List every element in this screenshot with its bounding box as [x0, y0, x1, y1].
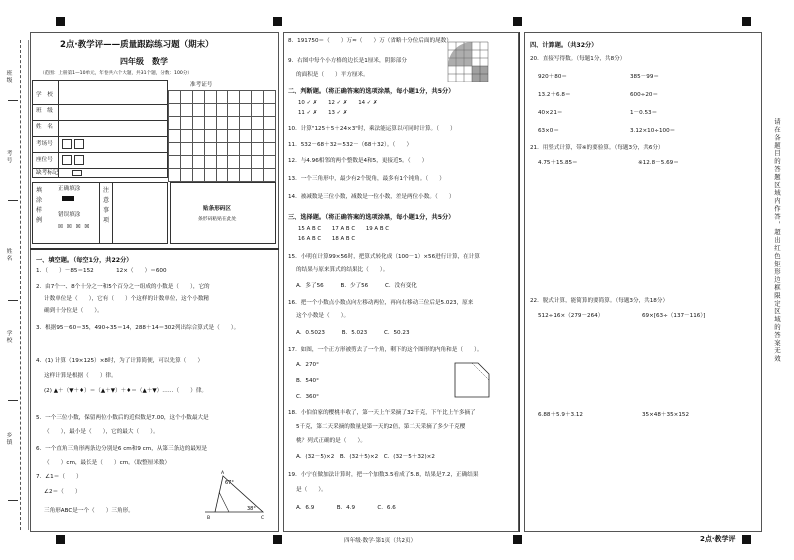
exam-number-cell[interactable]	[180, 117, 192, 130]
question-21: 21．用竖式计算，带※的要验算。（每题3分，共6分）	[530, 145, 664, 151]
registration-mark	[273, 17, 282, 26]
exam-number-cell[interactable]	[204, 130, 216, 143]
exam-number-cell[interactable]	[240, 143, 252, 156]
question-17-option-a: A．270°	[296, 362, 319, 368]
exam-number-cell[interactable]	[264, 143, 276, 156]
side-label-town: 乡镇	[5, 432, 11, 446]
question-5-line2: （ ），最小是（ ），它的最大（ ）。	[44, 429, 159, 435]
row-line	[32, 104, 168, 105]
name-label: 姓 名	[36, 124, 53, 130]
column-divider	[519, 32, 520, 532]
exam-number-cell[interactable]	[192, 156, 204, 169]
exam-room-label: 考场号	[36, 141, 53, 147]
barcode-subtitle: 条形码粘贴在此处	[198, 217, 237, 222]
question-15-options: A．多了56 B．少了56 C．没有变化	[296, 283, 417, 289]
oral-item: 600÷20＝	[630, 92, 659, 98]
col-line	[99, 182, 100, 244]
question-4: 4．(1) 计算（19×125）×8时，为了计算简便，可以先算（ ）	[36, 358, 204, 364]
row-line	[32, 168, 168, 169]
question-4-line2: 这样计算是根据（ ）律。	[44, 373, 117, 379]
exam-number-cell[interactable]	[264, 117, 276, 130]
exam-number-cell[interactable]	[192, 143, 204, 156]
question-7-line2: ∠2＝（ ）	[44, 489, 81, 495]
exam-number-cell[interactable]	[228, 143, 240, 156]
oral-item: 1－0.53＝	[630, 110, 658, 116]
exam-number-cell[interactable]	[240, 169, 252, 182]
brand-footer: 2点·教学评	[700, 535, 736, 543]
question-19: 19．小宁在做加法计算时，把一个加数3.5看成了5.8，结果是7.2，正确结果	[288, 472, 479, 478]
question-18-line2: 5千克，第二天采摘的数量是第一天的2倍，第二天采摘了多少千克樱	[296, 424, 466, 430]
angle-label-38: 38°	[247, 506, 256, 512]
exam-title: 2点·教学评——质量跟踪练习题（期末）	[60, 40, 214, 50]
registration-mark	[56, 17, 65, 26]
question-5: 5．一个三位小数，保留两位小数后的近似数是7.00，这个小数最大是	[36, 415, 209, 421]
question-16-line2: 这个小数是（ ）。	[296, 313, 350, 319]
question-15: 15．小明在计算99×56时，把算式转化成（100－1）×56进行计算，在计算	[288, 254, 480, 260]
exam-room-box[interactable]	[74, 139, 84, 149]
vertex-c: C	[261, 516, 265, 520]
col-line	[112, 182, 113, 244]
oral-item: 63×0＝	[538, 128, 559, 134]
exam-number-cell[interactable]	[180, 130, 192, 143]
exam-number-cell[interactable]	[169, 156, 181, 169]
exam-number-cell[interactable]	[240, 91, 252, 104]
question-1: 1．（ ）－85＝152 12×（ ）＝600	[36, 268, 167, 274]
exam-number-cell[interactable]	[204, 169, 216, 182]
exam-number-cell[interactable]	[228, 156, 240, 169]
exam-number-cell[interactable]	[252, 143, 264, 156]
oral-item: 40×21＝	[538, 110, 563, 116]
oral-item: 385－99＝	[630, 74, 659, 80]
exam-number-cell[interactable]	[228, 104, 240, 117]
side-label-exam-no: 考号	[5, 150, 11, 164]
binding-line	[20, 40, 21, 530]
question-16-options: A．0.5023 B．5.023 C．50.23	[296, 330, 410, 336]
notice-label: 注意事项	[103, 187, 110, 224]
oral-item: 13.2＋6.8＝	[538, 92, 571, 98]
grid-figure	[446, 40, 490, 82]
correct-fill-sample	[62, 196, 74, 201]
question-18: 18．小伯伯家的樱桃丰收了，第一天上午采摘了32千克，下午比上午多摘了	[288, 410, 476, 416]
side-blank	[8, 300, 18, 301]
missing-box[interactable]	[72, 170, 82, 176]
question-22-b: 69×[63÷（137－116）]	[642, 313, 706, 319]
row-line	[32, 120, 168, 121]
row-line	[32, 152, 168, 153]
question-8: 8．191750＝（ ）万≈（ ）万（省略十分位后面的尾数）	[288, 38, 452, 44]
exam-number-cell[interactable]	[264, 104, 276, 117]
question-12: 12．与4.96相邻的两个整数是4和5，更接近5。（ ）	[288, 158, 428, 164]
judge-answer-row-1[interactable]: 10 ✓ ✗ 12 ✓ ✗ 14 ✓ ✗	[298, 100, 378, 106]
question-6: 6．一个直角三角形两条边分别是6 cm和9 cm，从第三条边的最短是	[36, 446, 208, 452]
question-17-option-c: C．360°	[296, 394, 319, 400]
question-2-line2: 计数单位是（ ），它有（ ）个这样的计数单位，这个小数精	[44, 296, 210, 302]
binding-line	[28, 40, 29, 530]
column-frame	[524, 32, 762, 532]
fill-example-label: 填涂样例	[36, 187, 43, 224]
exam-number-cell[interactable]	[240, 104, 252, 117]
wrong-fill-sample: ☒ ☒ ☒ ☒	[58, 224, 91, 230]
exam-number-cell[interactable]	[169, 91, 181, 104]
side-blank	[8, 500, 18, 501]
question-2-line3: 确到十分位是（ ）。	[44, 308, 103, 314]
question-19-line2: 是（ ）。	[296, 487, 327, 493]
question-21-a: 4.75＋15.85＝	[538, 160, 578, 166]
exam-number-cell[interactable]	[216, 130, 228, 143]
side-blank	[8, 400, 18, 401]
exam-number-cell[interactable]	[252, 156, 264, 169]
exam-number-cell[interactable]	[264, 130, 276, 143]
exam-number-cell[interactable]	[240, 117, 252, 130]
registration-mark	[742, 17, 751, 26]
exam-number-cell[interactable]	[169, 143, 181, 156]
section-judge-title: 二、判断题。（将正确答案的选项涂黑，每小题1分，共5分）	[288, 88, 455, 95]
exam-room-box[interactable]	[62, 139, 72, 149]
exam-number-cell[interactable]	[216, 117, 228, 130]
registration-mark	[513, 17, 522, 26]
question-7: 7．∠1＝（ ）	[36, 474, 82, 480]
question-18-line3: 桃？列式正确的是（ ）。	[296, 438, 366, 444]
exam-number-cell[interactable]	[192, 130, 204, 143]
seat-box[interactable]	[62, 155, 72, 165]
row-line	[32, 136, 168, 137]
exam-number-cell[interactable]	[169, 117, 181, 130]
question-7-line3: 三角形ABC是一个（ ）三角形。	[44, 508, 134, 514]
triangle-figure	[195, 470, 270, 520]
exam-subtitle: 四年级 数学	[120, 57, 168, 66]
exam-number-cell[interactable]	[252, 91, 264, 104]
missing-label: 缺考标记	[36, 170, 59, 176]
question-11: 11．532－68＋32＝532－（68＋32）。（ ）	[288, 142, 413, 148]
seat-label: 座位号	[36, 157, 53, 163]
exam-number-cell[interactable]	[264, 169, 276, 182]
choice-answer-row-1[interactable]: 15 A B C 17 A B C 19 A B C	[298, 226, 390, 232]
vertex-a: A	[221, 471, 225, 476]
section-line	[30, 248, 279, 250]
school-label: 学 校	[36, 92, 53, 98]
exam-number-cell[interactable]	[204, 104, 216, 117]
exam-info: （范围：上册第1—10单元，年卷共六个大题，共31个题，分数：100分）	[40, 71, 193, 76]
question-4-line3: (2) ▲＋（▼＋♦）＝（▲＋▼）＋♦＝（▲＋▼）……（ ）律。	[44, 388, 208, 394]
question-22: 22．脱式计算，能简算的要简算。（每题3分，共18分）	[530, 298, 669, 304]
seat-box[interactable]	[74, 155, 84, 165]
exam-number-cell[interactable]	[216, 104, 228, 117]
exam-number-cell[interactable]	[192, 104, 204, 117]
question-6-line2: （ ）cm，最长是（ ）cm。（取整厘米数）	[44, 460, 171, 466]
exam-number-cell[interactable]	[216, 156, 228, 169]
exam-number-cell[interactable]	[252, 104, 264, 117]
registration-mark	[742, 535, 751, 544]
exam-number-cell[interactable]	[169, 104, 181, 117]
exam-number-cell[interactable]	[204, 143, 216, 156]
exam-number-cell[interactable]	[204, 91, 216, 104]
exam-number-cell[interactable]	[240, 130, 252, 143]
oral-item: 3.12×10÷100＝	[630, 128, 676, 134]
exam-number-cell[interactable]	[204, 156, 216, 169]
exam-number-cell[interactable]	[252, 130, 264, 143]
exam-number-cell[interactable]	[180, 156, 192, 169]
page-footer: 四年级·数学·第1页（共2页）	[344, 538, 417, 544]
registration-mark	[513, 535, 522, 544]
correct-fill-label: 正确填涂	[58, 186, 81, 192]
exam-number-cell[interactable]	[216, 143, 228, 156]
question-3: 3．根据95－60＝35，490÷35＝14，288＋14＝302列出综合算式是（ ）。	[36, 325, 240, 331]
exam-number-cell[interactable]	[192, 117, 204, 130]
square-cut-figure	[452, 360, 492, 400]
barcode-area	[170, 182, 276, 244]
exam-number-cell[interactable]	[169, 169, 181, 182]
exam-number-cell[interactable]	[192, 169, 204, 182]
question-22-c: 6.88＋5.9＋3.12	[538, 412, 583, 418]
registration-mark	[273, 535, 282, 544]
exam-number-cell[interactable]	[228, 169, 240, 182]
side-blank	[8, 200, 18, 201]
side-label-name: 姓名	[5, 248, 11, 262]
oral-item: 920＋80＝	[538, 74, 567, 80]
side-label-class: 班级	[5, 70, 11, 84]
section-fill-title: 一、填空题。（每空1分，共22分）	[36, 257, 133, 264]
question-10: 10．计算"125＋5＋24×3"时，乘法能运算以可同时计算。（ ）	[288, 126, 456, 132]
choice-answer-row-2[interactable]: 16 A B C 18 A B C	[298, 236, 356, 242]
exam-number-cell[interactable]	[228, 117, 240, 130]
question-20: 20．直接写得数。（每题1分，共8分）	[530, 56, 626, 62]
side-label-school: 学校	[5, 330, 11, 344]
question-15-line2: 的结果与原来算式的结果比（ ）。	[296, 267, 389, 273]
exam-number-cell[interactable]	[216, 91, 228, 104]
exam-number-cell[interactable]	[216, 169, 228, 182]
question-21-b: ※12.8－5.69＝	[638, 160, 679, 166]
exam-no-label: 准考证号	[190, 82, 213, 88]
question-17: 17．如图，一个正方形被剪去了一个角，剩下的这个图形的内角和是（ ）。	[288, 347, 483, 353]
fill-example-box	[32, 182, 168, 244]
exam-number-cell[interactable]	[180, 143, 192, 156]
question-2: 2．由7个一、8个十分之一和5个百分之一组成的小数是（ ），它的	[36, 284, 210, 290]
question-13: 13．一个三角形中，最少有2个锐角，最多有1个钝角。（ ）	[288, 176, 445, 182]
question-16: 16．把一个小数点小数点向左移动两位，再向右移动三位后是5.023，原来	[288, 300, 474, 306]
exam-number-cell[interactable]	[180, 91, 192, 104]
question-9-line2: 的面积是（ ）平方厘米。	[296, 72, 369, 78]
exam-number-grid	[168, 90, 276, 182]
exam-number-cell[interactable]	[264, 91, 276, 104]
section-calc-title: 四、计算题。（共32分）	[530, 42, 598, 49]
question-9: 9．右图中每个小方格的边长是1厘米，阴影部分	[288, 58, 407, 64]
question-22-a: 512÷16×（279－264）	[538, 313, 604, 319]
question-14: 14．被减数是三位小数，减数是一位小数，差是两位小数。（ ）	[288, 194, 455, 200]
answer-region-note: 请在各题目的答题区域内作答，超出红色矩形边框限定区域的答案无效	[773, 118, 781, 363]
exam-number-cell[interactable]	[252, 169, 264, 182]
barcode-title: 贴条形码区	[203, 206, 231, 212]
angle-label-67: 67°	[225, 480, 234, 486]
question-17-option-b: B．540°	[296, 378, 319, 384]
wrong-fill-label: 错误填涂	[58, 212, 81, 218]
side-blank	[8, 100, 18, 101]
exam-number-cell[interactable]	[204, 117, 216, 130]
class-label: 班 级	[36, 108, 53, 114]
section-choice-title: 三、选择题。（将正确答案的选项涂黑，每小题1分，共5分）	[288, 214, 455, 221]
exam-number-cell[interactable]	[180, 169, 192, 182]
col-line	[58, 80, 59, 178]
judge-answer-row-2[interactable]: 11 ✓ ✗ 13 ✓ ✗	[298, 110, 348, 116]
exam-number-cell[interactable]	[228, 130, 240, 143]
exam-number-cell[interactable]	[169, 130, 181, 143]
exam-number-cell[interactable]	[264, 156, 276, 169]
question-19-options: A．6.9 B．4.9 C．6.6	[296, 505, 396, 511]
exam-number-cell[interactable]	[240, 156, 252, 169]
exam-number-cell[interactable]	[180, 104, 192, 117]
exam-number-cell[interactable]	[252, 117, 264, 130]
vertex-b: B	[207, 516, 211, 520]
question-22-d: 35×48＋35×152	[642, 412, 689, 418]
question-18-options: A．(32－5)×2 B．(32＋5)×2 C．(32－5＋32)×2	[296, 454, 435, 460]
registration-mark	[56, 535, 65, 544]
exam-number-cell[interactable]	[192, 91, 204, 104]
exam-number-cell[interactable]	[228, 91, 240, 104]
